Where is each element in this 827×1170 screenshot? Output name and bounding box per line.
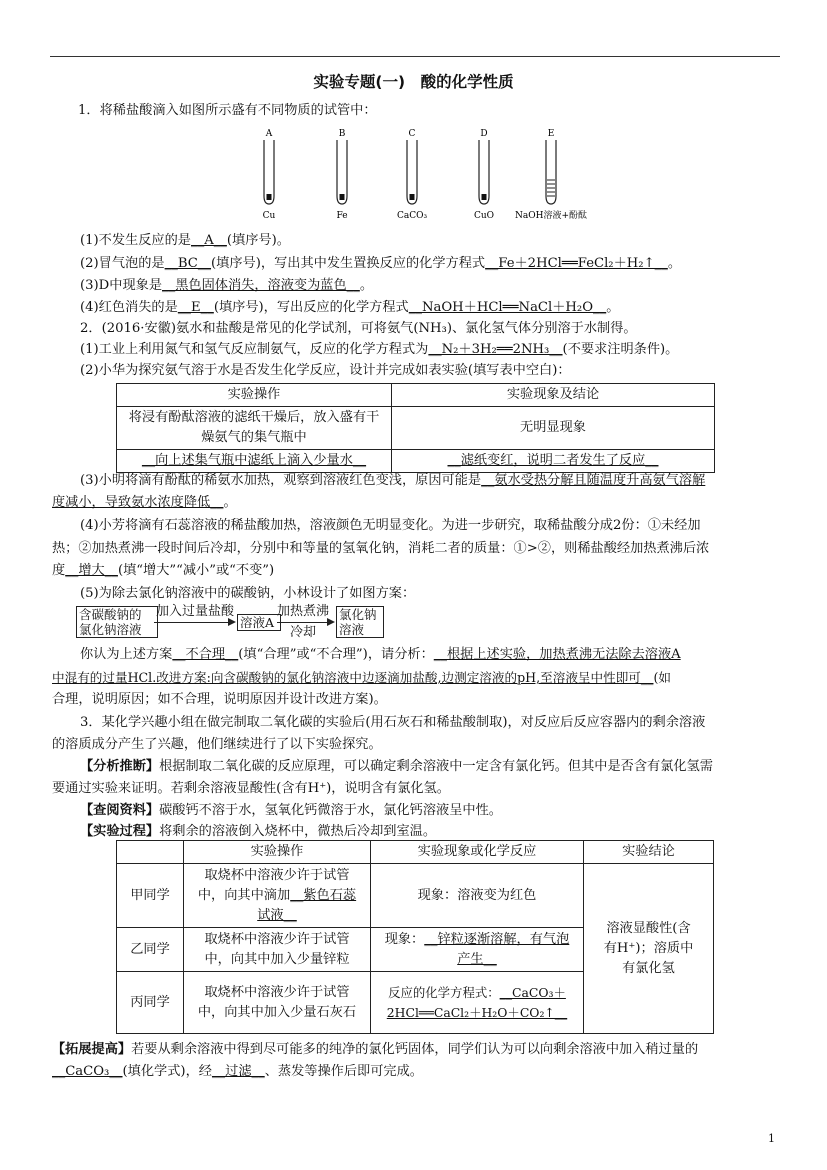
q2-sub3: (3)小明将滴有酚酞的稀氨水加热，观察到溶液红色变浅，原因可能是__氨水受热分解且随温度升高氨气溶解 [80, 473, 706, 488]
tube-letter: C [408, 129, 416, 139]
tube-label: CuO [473, 211, 495, 221]
table-cell: 现象：溶液变为红色 [371, 864, 584, 928]
flow-arrow2 [277, 622, 333, 623]
table-header: 实验操作 [117, 384, 392, 407]
conclusion-cell: 溶液显酸性(含 有H⁺)；溶质中 有氯化氢 [584, 864, 714, 1034]
answer: __NaOH＋HCl══NaCl＋H₂O__ [408, 300, 607, 315]
table-cell: 将浸有酚酞溶液的滤纸干燥后，放入盛有干 燥氨气的集气瓶中 [117, 407, 392, 450]
q1-stem: 1．将稀盐酸滴入如图所示盛有不同物质的试管中： [78, 103, 377, 118]
answer: __N₂＋3H₂══2NH₃__ [428, 342, 563, 357]
q2-sub6: 你认为上述方案__不合理__(填“合理”或“不合理”)，请分析：__根据上述实验，加热煮沸无法除去溶液A [80, 647, 681, 662]
flow-arrow2-top: 加热煮沸 [277, 604, 330, 619]
flow-arrow2-bottom: 冷却 [290, 625, 317, 640]
q3-extend-cont: __CaCO₃__(填化学式)，经__过滤__、蒸发等操作后即可完成。 [52, 1064, 423, 1079]
q1-line2: (2)冒气泡的是__BC__(填序号)，写出其中发生置换反应的化学方程式__Fe＋2HCl══FeCl₂＋H₂↑__。 [80, 256, 681, 271]
q2-sub1: (1)工业上利用氮气和氢气反应制氨气，反应的化学方程式为__N₂＋3H₂══2NH₃__(不要求注明条件)。 [80, 342, 679, 357]
answer: __CaCO₃__ [52, 1064, 123, 1079]
table-header: 实验操作 [184, 841, 371, 864]
tube-a [263, 129, 276, 221]
q3-table [116, 840, 714, 1034]
table-header: 实验现象及结论 [392, 384, 715, 407]
flow-box-end: 氯化钠 溶液 [336, 606, 384, 638]
answer: __E__ [177, 300, 214, 315]
student-name: 乙同学 [117, 928, 184, 972]
table-cell: 取烧杯中溶液少许于试管 中，向其中加入少量锌粒 [184, 928, 371, 972]
table-cell: 无明显现象 [392, 407, 715, 450]
answer: 度减小，导致氨水浓度降低__ [52, 495, 224, 510]
q2-stem: 2．(2016·安徽)氨水和盐酸是常见的化学试剂，可将氨气(NH₃)、氯化氢气体分别溶于水制得。 [80, 321, 637, 336]
table-cell: __滤纸变红，说明二者发生了反应__ [392, 450, 715, 473]
table-cell: 反应的化学方程式：__CaCO₃＋ 2HCl══CaCl₂＋H₂O＋CO₂↑__ [371, 972, 584, 1034]
test-tubes-diagram [255, 124, 595, 226]
tube-letter: E [547, 129, 555, 139]
q2-sub5: (5)为除去氯化钠溶液中的碳酸钠，小林设计了如图方案： [80, 586, 416, 601]
q3-analysis-cont: 要通过实验来证明。若剩余溶液显酸性(含有H⁺)，说明含有氯化氢。 [52, 781, 450, 796]
answer: __根据上述实验，加热煮沸无法除去溶液A [433, 647, 681, 662]
q3-extend: 【拓展提高】若要从剩余溶液中得到尽可能多的纯净的氯化钙固体，同学们认为可以向剩余溶液中加入稍过量的 [52, 1042, 699, 1057]
q2-sub4-end: 度__增大__(填“增大”“减小”或“不变”) [52, 563, 275, 578]
answer: __增大__ [65, 563, 118, 578]
test-tube-figure [255, 124, 595, 226]
tube-label: CaCO₃ [396, 211, 428, 221]
answer: __黑色固体消失，溶液变为蓝色__ [162, 278, 360, 293]
answer: __A__ [191, 233, 227, 248]
q2-sub4-cont: 热；②加热煮沸一段时间后冷却，分别中和等量的氢氧化钠，消耗二者的质量：①>②，则稀盐酸经加热煮沸后浓 [52, 541, 710, 556]
q3-lookup: 【查阅资料】碳酸钙不溶于水，氢氧化钙微溶于水，氯化钙溶液呈中性。 [80, 803, 502, 818]
tube-letter: B [338, 129, 346, 139]
tube-e [515, 129, 587, 221]
answer: __BC__ [164, 256, 212, 271]
q3-stem-cont: 的溶质成分产生了兴趣，他们继续进行了以下实验探究。 [52, 737, 382, 752]
table-cell: __向上述集气瓶中滤纸上滴入少量水__ [117, 450, 392, 473]
flow-arrow1-label: 加入过量盐酸 [156, 604, 235, 619]
tube-label: NaOH溶液+酚酞 [514, 211, 588, 221]
tube-letter: A [265, 129, 273, 139]
q2-table [116, 383, 715, 473]
table-cell: 现象：__锌粒逐渐溶解，有气泡 产生__ [371, 928, 584, 972]
answer: __不合理__ [172, 647, 239, 662]
q2-sub2: (2)小华为探究氨气溶于水是否发生化学反应，设计并完成如表实验(填写表中空白)： [80, 363, 571, 378]
q3-stem: 3．某化学兴趣小组在做完制取二氧化碳的实验后(用石灰石和稀盐酸制取)，对反应后反应容器内的剩余溶液 [80, 715, 706, 730]
tube-letter: D [480, 129, 488, 139]
table-header: 实验现象或化学反应 [371, 841, 584, 864]
answer: __氨水受热分解且随温度升高氨气溶解 [481, 473, 706, 488]
table-cell: 取烧杯中溶液少许于试管 中，向其中滴加__紫色石蕊 试液__ [184, 864, 371, 928]
student-name: 甲同学 [117, 864, 184, 928]
flow-box-a: 溶液A [237, 614, 281, 631]
q2-sub6-end: 合理，说明原因；如不合理，说明原因并设计改进方案)。 [52, 692, 387, 707]
q3-process: 【实验过程】将剩余的溶液倒入烧杯中，微热后冷却到室温。 [80, 824, 437, 839]
tube-c [397, 129, 428, 221]
table-cell: 取烧杯中溶液少许于试管 中，向其中加入少量石灰石 [184, 972, 371, 1034]
answer: __过滤__ [211, 1064, 265, 1079]
answer: 中混有的过量HCl.改进方案:向含碳酸钠的氯化钠溶液中边逐滴加盐酸,边测定溶液的pH,至溶液呈中性即可__ [52, 670, 654, 685]
q1-line1: (1)不发生反应的是__A__(填序号)。 [80, 233, 290, 248]
q2-sub3-cont: 度减小，导致氨水浓度降低__。 [52, 495, 237, 510]
tube-d [474, 129, 494, 221]
q1-line3: (3)D中现象是__黑色固体消失，溶液变为蓝色__。 [80, 278, 374, 293]
page-number: 1 [768, 1132, 775, 1145]
table-header: 实验结论 [584, 841, 714, 864]
tube-b [336, 129, 347, 221]
answer: __Fe＋2HCl══FeCl₂＋H₂↑__ [485, 256, 668, 271]
header-rule [50, 56, 780, 57]
q2-sub4: (4)小芳将滴有石蕊溶液的稀盐酸加热，溶液颜色无明显变化。为进一步研究，取稀盐酸分成2份：①未经加 [80, 518, 701, 533]
q2-sub6-cont: 中混有的过量HCl.改进方案:向含碳酸钠的氯化钠溶液中边逐滴加盐酸,边测定溶液的pH,至溶液呈中性即可__(如 [52, 670, 671, 685]
q1-line4: (4)红色消失的是__E__(填序号)，写出反应的化学方程式__NaOH＋HCl══NaCl＋H₂O__。 [80, 300, 620, 315]
flow-box-start: 含碳酸钠的 氯化钠溶液 [76, 606, 158, 638]
tube-label: Fe [336, 211, 348, 221]
page-title: 实验专题(一) 酸的化学性质 [313, 73, 514, 91]
tube-label: Cu [262, 211, 276, 221]
table-header-blank [117, 841, 184, 864]
q3-analysis: 【分析推断】根据制取二氧化碳的反应原理，可以确定剩余溶液中一定含有氯化钙。但其中是否含有氯化氢需 [80, 759, 713, 774]
student-name: 丙同学 [117, 972, 184, 1034]
flow-arrow1 [154, 622, 234, 623]
